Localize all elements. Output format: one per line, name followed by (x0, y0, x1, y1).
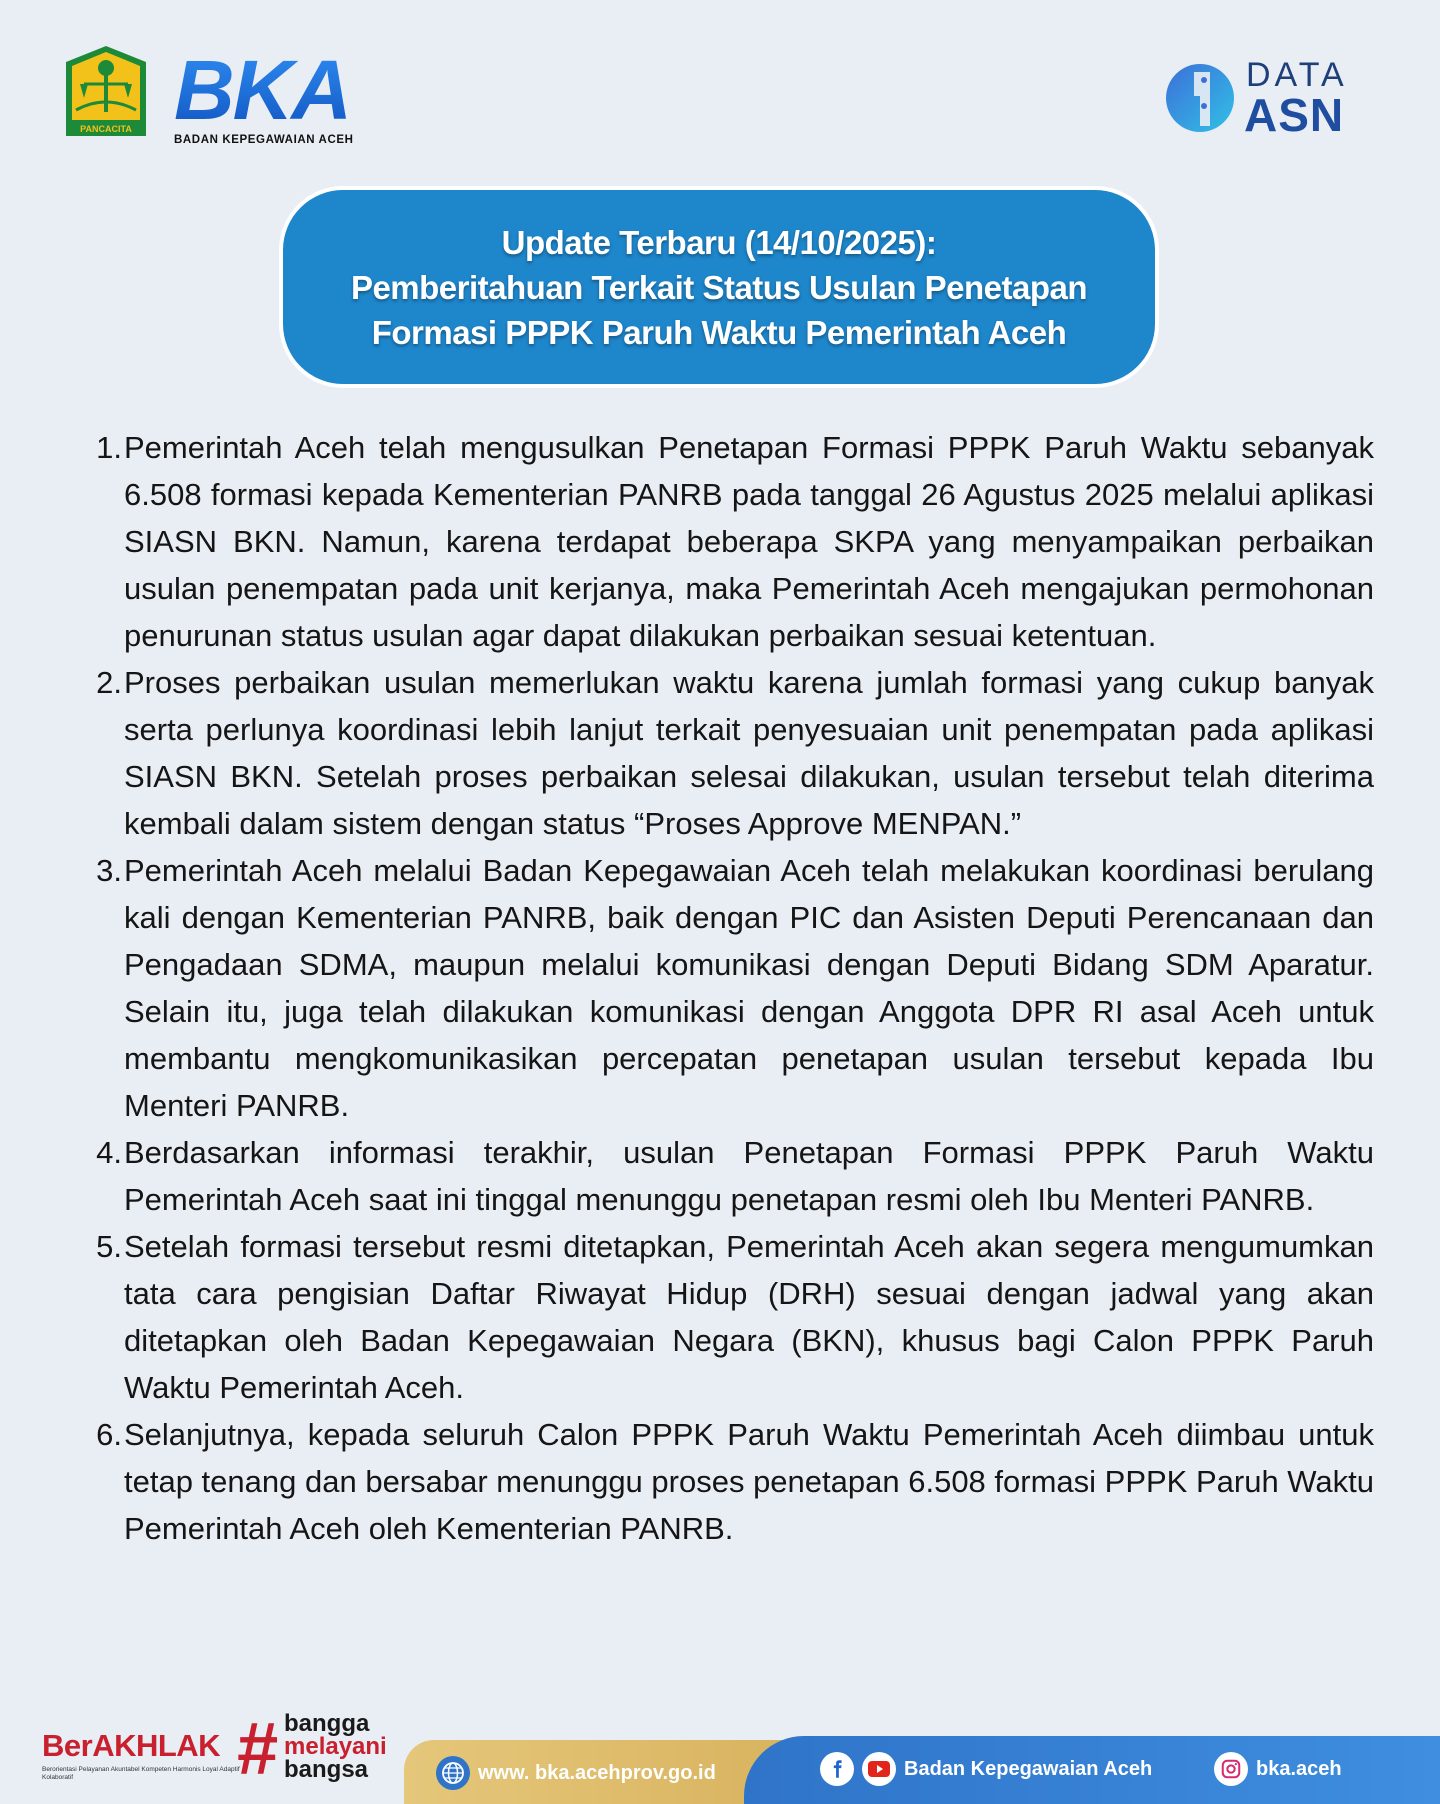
list-item (88, 659, 1374, 847)
list-item (88, 424, 1374, 659)
website-url: www. bka.acehprov.go.id (478, 1761, 716, 1784)
announcement-title-box (283, 190, 1155, 384)
title-line-1: Update Terbaru (14/10/2025): (501, 223, 937, 261)
slogan-line-1: bangga (284, 1710, 370, 1737)
youtube-icon (862, 1752, 896, 1786)
slogan-line-2: melayani (284, 1733, 387, 1760)
list-item-text: Proses perbaikan usulan memerlukan waktu karena jumlah formasi yang cukup banyak serta perlunya koordinasi lebih lanjut terkait penyesuaian unit penempatan pada aplikasi SIASN BKN. Setelah proses perbaikan selesai dilakukan, usulan tersebut telah diterima kembali dalam sistem dengan status “Proses Approve MENPAN.” (124, 665, 1374, 841)
list-item-text: Setelah formasi tersebut resmi ditetapkan, Pemerintah Aceh akan segera mengumumkan tata cara pengisian Daftar Riwayat Hidup (DRH) sesuai dengan jadwal yang akan ditetapkan oleh Badan Kepegawaian Negara (BKN), khusus bagi Calon PPPK Paruh Waktu Pemerintah Aceh. (124, 1229, 1374, 1405)
hashtag-symbol: # (236, 1707, 278, 1790)
data-asn-line2: ASN (1244, 89, 1345, 141)
bangga-melayani-bangsa (284, 1712, 387, 1781)
berakhlak-text: BerAKHLAK (42, 1728, 221, 1763)
social-facebook-youtube[interactable] (820, 1752, 1152, 1786)
social-account-name: Badan Kepegawaian Aceh (904, 1757, 1153, 1780)
list-item-text: Selanjutnya, kepada seluruh Calon PPPK Paruh Waktu Pemerintah Aceh diimbau untuk tetap tenang dan bersabar menunggu proses penetapan 6.508 formasi PPPK Paruh Waktu Pemerintah Aceh oleh Kementerian PANRB. (124, 1417, 1375, 1546)
list-item-number: 2. (96, 665, 122, 700)
berakhlak-logo (38, 1700, 408, 1790)
announcement-list (88, 424, 1374, 1552)
list-item-number: 6. (96, 1417, 122, 1452)
bka-logo-text: BKA (174, 48, 374, 132)
list-item-number: 4. (96, 1135, 122, 1170)
list-item-text: Pemerintah Aceh telah mengusulkan Penetapan Formasi PPPK Paruh Waktu sebanyak 6.508 formasi kepada Kementerian PANRB pada tanggal 26 Agustus 2025 melalui aplikasi SIASN BKN. Namun, karena terdapat beberapa SKPA yang menyampaikan perbaikan usulan penempatan pada unit kerjanya, maka Pemerintah Aceh mengajukan permohonan penurunan status usulan agar dapat dilakukan perbaikan sesuai ketentuan. (124, 430, 1374, 653)
globe-icon (1160, 56, 1240, 136)
list-item-text: Berdasarkan informasi terakhir, usulan Penetapan Formasi PPPK Paruh Waktu Pemerintah Aceh saat ini tinggal menunggu penetapan resmi oleh Ibu Menteri PANRB. (124, 1135, 1374, 1217)
footer-contact-bar (404, 1736, 1440, 1800)
aceh-coat-of-arms-logo (60, 44, 152, 139)
aceh-logo-label: PANCACITA (80, 124, 132, 134)
bka-logo-subtitle: BADAN KEPEGAWAIAN ACEH (174, 134, 354, 146)
website-link[interactable] (436, 1756, 716, 1790)
instagram-icon (1214, 1752, 1248, 1786)
data-asn-line1: DATA (1246, 56, 1348, 94)
list-item-text: Pemerintah Aceh melalui Badan Kepegawaian Aceh telah melakukan koordinasi berulang kali dengan Kementerian PANRB, baik dengan PIC dan Asisten Deputi Perencanaan dan Pengadaan SDMA, maupun melalui komunikasi dengan Deputi Bidang SDM Aparatur. Selain itu, juga telah dilakukan komunikasi dengan Anggota DPR RI asal Aceh untuk membantu mengkomunikasikan percepatan penetapan usulan tersebut kepada Ibu Menteri PANRB. (124, 853, 1374, 1123)
bka-logo (174, 43, 374, 148)
facebook-icon (820, 1752, 854, 1786)
berakhlak-subtitle: Berorientasi Pelayanan Akuntabel Kompeten Harmonis Loyal Adaptif Kolaboratif (42, 1766, 240, 1781)
title-line-3: Formasi PPPK Paruh Waktu Pemerintah Aceh (371, 313, 1067, 351)
list-item (88, 847, 1374, 1129)
title-line-2: Pemberitahuan Terkait Status Usulan Penetapan (350, 268, 1088, 306)
instagram-link[interactable] (1214, 1752, 1342, 1786)
list-item-number: 1. (96, 430, 122, 465)
list-item (88, 1129, 1374, 1223)
globe-icon (436, 1756, 470, 1790)
list-item (88, 1411, 1374, 1552)
list-item-number: 3. (96, 853, 122, 888)
slogan-line-3: bangsa (284, 1756, 369, 1783)
data-asn-logo (1160, 52, 1360, 142)
list-item-number: 5. (96, 1229, 122, 1264)
instagram-handle: bka.aceh (1256, 1757, 1342, 1780)
list-item (88, 1223, 1374, 1411)
